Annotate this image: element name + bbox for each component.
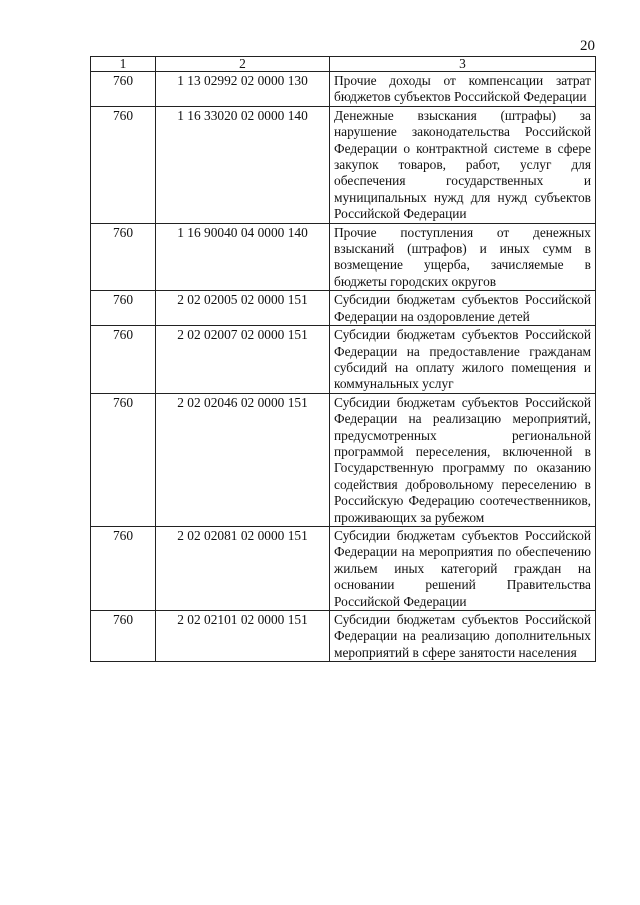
- table-row: [91, 526, 596, 610]
- admin-code-cell: 760: [91, 393, 156, 526]
- revenue-code-cell: 2 02 02007 02 0000 151: [156, 326, 330, 394]
- header-col-3: 3: [330, 57, 596, 72]
- revenue-code-cell: 2 02 02081 02 0000 151: [156, 526, 330, 610]
- revenue-name-cell: Субсидии бюджетам субъектов Российской Федерации на мероприятия по обеспечению жильем иных категорий граждан на основании решений Правительства Российской Федерации: [330, 526, 596, 610]
- revenue-name-cell: Денежные взыскания (штрафы) за нарушение законодательства Российской Федерации о контрактной системе в сфере закупок товаров, работ, услуг для обеспечения государственных и муниципальных нужд для нужд субъектов Российской Федерации: [330, 106, 596, 223]
- admin-code-cell: 760: [91, 72, 156, 107]
- admin-code-cell: 760: [91, 291, 156, 326]
- table-row: [91, 291, 596, 326]
- revenue-code-cell: 2 02 02005 02 0000 151: [156, 291, 330, 326]
- header-col-2: 2: [156, 57, 330, 72]
- table-row: [91, 223, 596, 291]
- revenue-name-cell: Субсидии бюджетам субъектов Российской Федерации на реализацию дополнительных мероприятий в сфере занятости населения: [330, 611, 596, 662]
- table-row: [91, 393, 596, 526]
- admin-code-cell: 760: [91, 526, 156, 610]
- revenue-name-cell: Прочие поступления от денежных взысканий (штрафов) и иных сумм в возмещение ущерба, зачисляемые в бюджеты городских округов: [330, 223, 596, 291]
- revenue-code-cell: 1 13 02992 02 0000 130: [156, 72, 330, 107]
- table-row: [91, 72, 596, 107]
- header-col-1: 1: [91, 57, 156, 72]
- table-row: [91, 611, 596, 662]
- revenue-code-cell: 1 16 33020 02 0000 140: [156, 106, 330, 223]
- table-header-row: [91, 57, 596, 72]
- revenue-code-cell: 1 16 90040 04 0000 140: [156, 223, 330, 291]
- admin-code-cell: 760: [91, 326, 156, 394]
- revenue-code-cell: 2 02 02046 02 0000 151: [156, 393, 330, 526]
- table-row: [91, 326, 596, 394]
- admin-code-cell: 760: [91, 106, 156, 223]
- table-row: [91, 106, 596, 223]
- revenue-code-cell: 2 02 02101 02 0000 151: [156, 611, 330, 662]
- revenue-name-cell: Прочие доходы от компенсации затрат бюджетов субъектов Российской Федерации: [330, 72, 596, 107]
- revenue-name-cell: Субсидии бюджетам субъектов Российской Федерации на реализацию мероприятий, предусмотренных региональной программой переселения, включенной в Государственную программу по оказанию содействия добровольному переселению в Российскую Федерацию соотечественников, проживающих за рубежом: [330, 393, 596, 526]
- admin-code-cell: 760: [91, 611, 156, 662]
- revenue-codes-table: [90, 56, 596, 662]
- admin-code-cell: 760: [91, 223, 156, 291]
- revenue-name-cell: Субсидии бюджетам субъектов Российской Федерации на предоставление гражданам субсидий на оплату жилого помещения и коммунальных услуг: [330, 326, 596, 394]
- page-number: 20: [580, 38, 595, 54]
- revenue-name-cell: Субсидии бюджетам субъектов Российской Федерации на оздоровление детей: [330, 291, 596, 326]
